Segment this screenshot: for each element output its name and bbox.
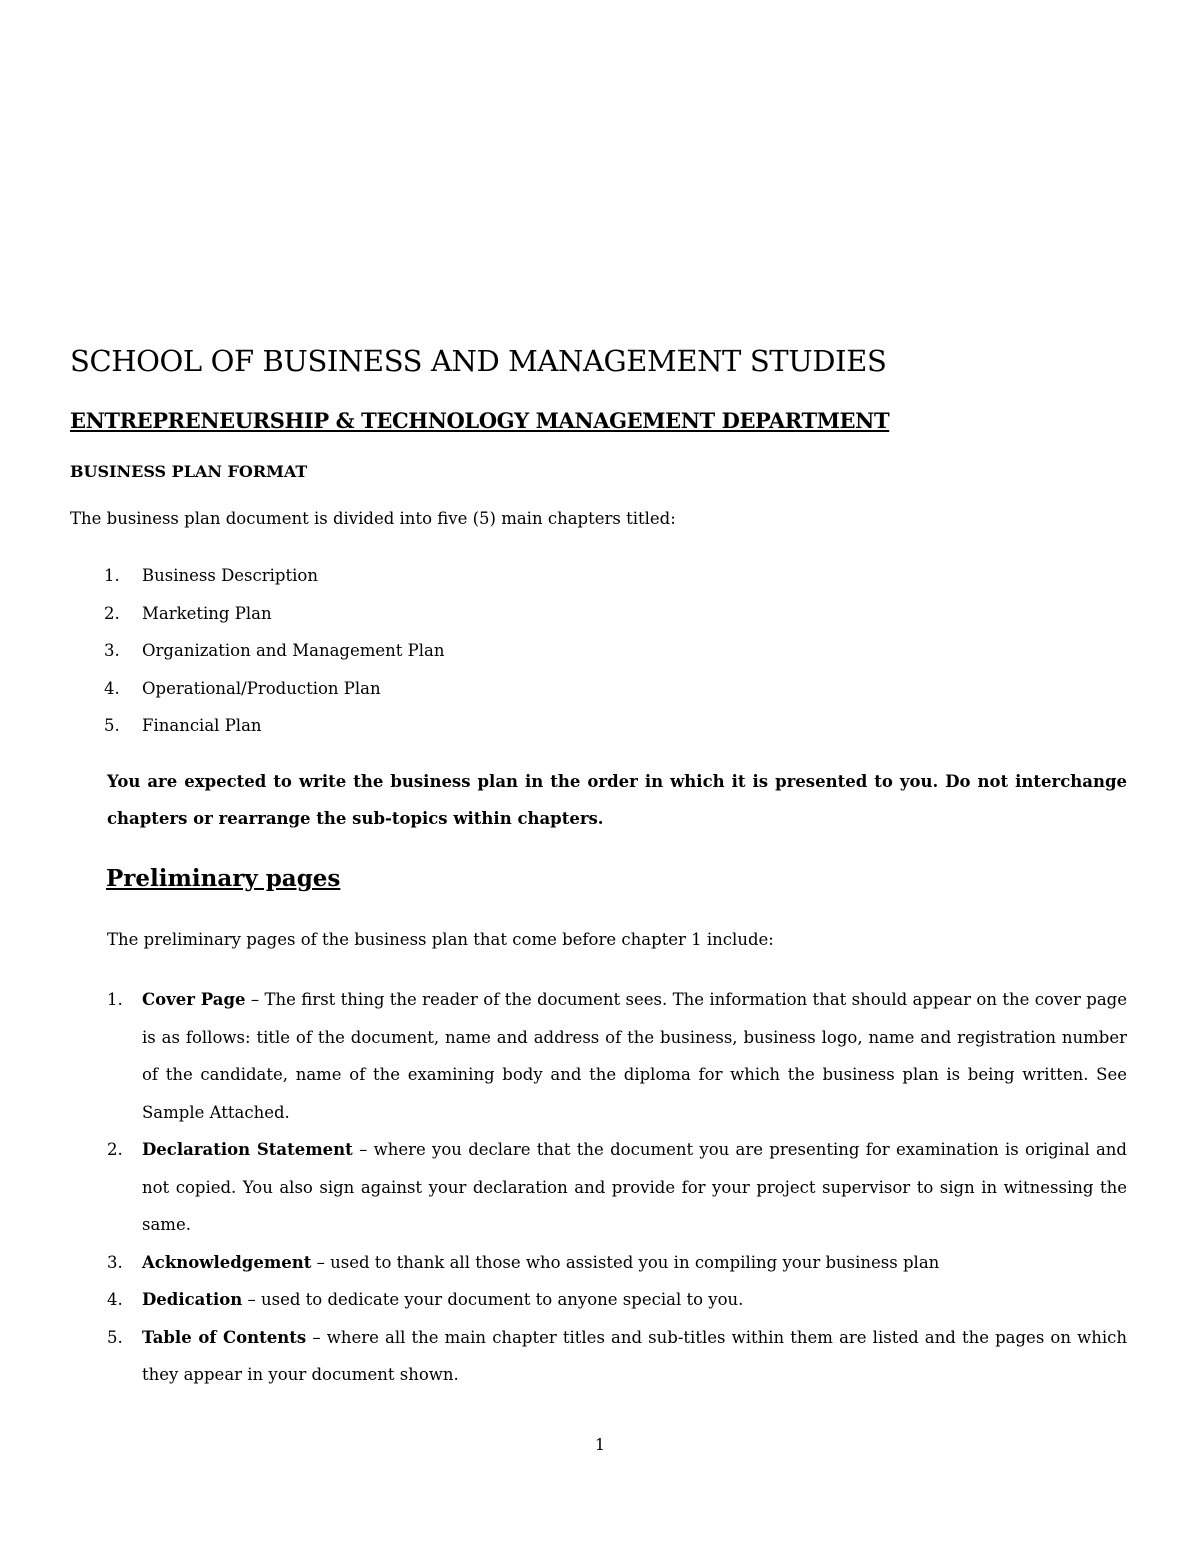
item-description: – used to dedicate your document to anyone special to you.	[242, 1290, 744, 1309]
preliminary-item	[107, 1319, 1127, 1394]
item-term: Table of Contents	[142, 1327, 307, 1347]
item-number: 5.	[107, 1327, 123, 1347]
item-number: 4.	[107, 1290, 123, 1309]
instruction-paragraph: You are expected to write the business plan in the order in which it is presented to you. Do not interchange chapters or rearrange the sub-topics within chapters.	[107, 772, 1127, 828]
chapter-item	[70, 594, 770, 632]
preliminary-intro: The preliminary pages of the business plan that come before chapter 1 include:	[107, 930, 774, 949]
preliminary-pages-list	[107, 981, 1127, 1394]
school-title: SCHOOL OF BUSINESS AND MANAGEMENT STUDIES	[70, 344, 887, 378]
item-term: Declaration Statement	[142, 1140, 353, 1159]
chapter-number: 1.	[104, 566, 120, 585]
chapter-title: Operational/Production Plan	[142, 678, 381, 698]
chapter-item	[70, 669, 770, 707]
preliminary-item	[107, 1281, 1127, 1319]
preliminary-pages-heading: Preliminary pages	[106, 865, 341, 892]
chapter-number: 5.	[104, 716, 120, 735]
item-number: 2.	[107, 1140, 123, 1159]
chapter-item	[70, 556, 770, 594]
item-term: Dedication	[142, 1290, 243, 1309]
chapter-number: 2.	[104, 603, 120, 623]
chapter-item	[70, 631, 770, 669]
chapter-title: Business Description	[142, 566, 318, 585]
chapter-title: Financial Plan	[142, 716, 262, 735]
chapter-item	[70, 706, 770, 744]
page-number: 1	[594, 1435, 606, 1454]
item-term: Acknowledgement	[142, 1252, 312, 1272]
chapter-number: 4.	[104, 678, 120, 698]
item-number: 1.	[107, 990, 123, 1009]
item-description: – The first thing the reader of the document sees. The information that should appear on the cover page is as follows: title of the document, name and address of the business, business logo, name and registration number of the candidate, name of the examining body and the diploma for which the business plan is being written. See Sample Attached.	[142, 990, 1127, 1122]
preliminary-item	[107, 1244, 1127, 1282]
chapter-title: Marketing Plan	[142, 603, 272, 623]
chapters-list	[70, 556, 770, 744]
chapter-number: 3.	[104, 641, 120, 660]
item-number: 3.	[107, 1252, 123, 1272]
preliminary-item	[107, 1131, 1127, 1244]
item-description: – where you declare that the document you are presenting for examination is original and not copied. You also sign against your declaration and provide for your project supervisor to sign in witnessing the same.	[142, 1140, 1127, 1234]
item-description: – where all the main chapter titles and sub-titles within them are listed and the pages on which they appear in your document shown.	[142, 1327, 1127, 1384]
chapter-title: Organization and Management Plan	[142, 641, 445, 660]
department-title: ENTREPRENEURSHIP & TECHNOLOGY MANAGEMENT DEPARTMENT	[70, 408, 890, 433]
item-description: – used to thank all those who assisted you in compiling your business plan	[311, 1252, 940, 1272]
chapters-intro: The business plan document is divided into five (5) main chapters titled:	[70, 509, 676, 528]
format-title: BUSINESS PLAN FORMAT	[70, 462, 308, 481]
preliminary-item	[107, 981, 1127, 1131]
item-term: Cover Page	[142, 990, 246, 1009]
